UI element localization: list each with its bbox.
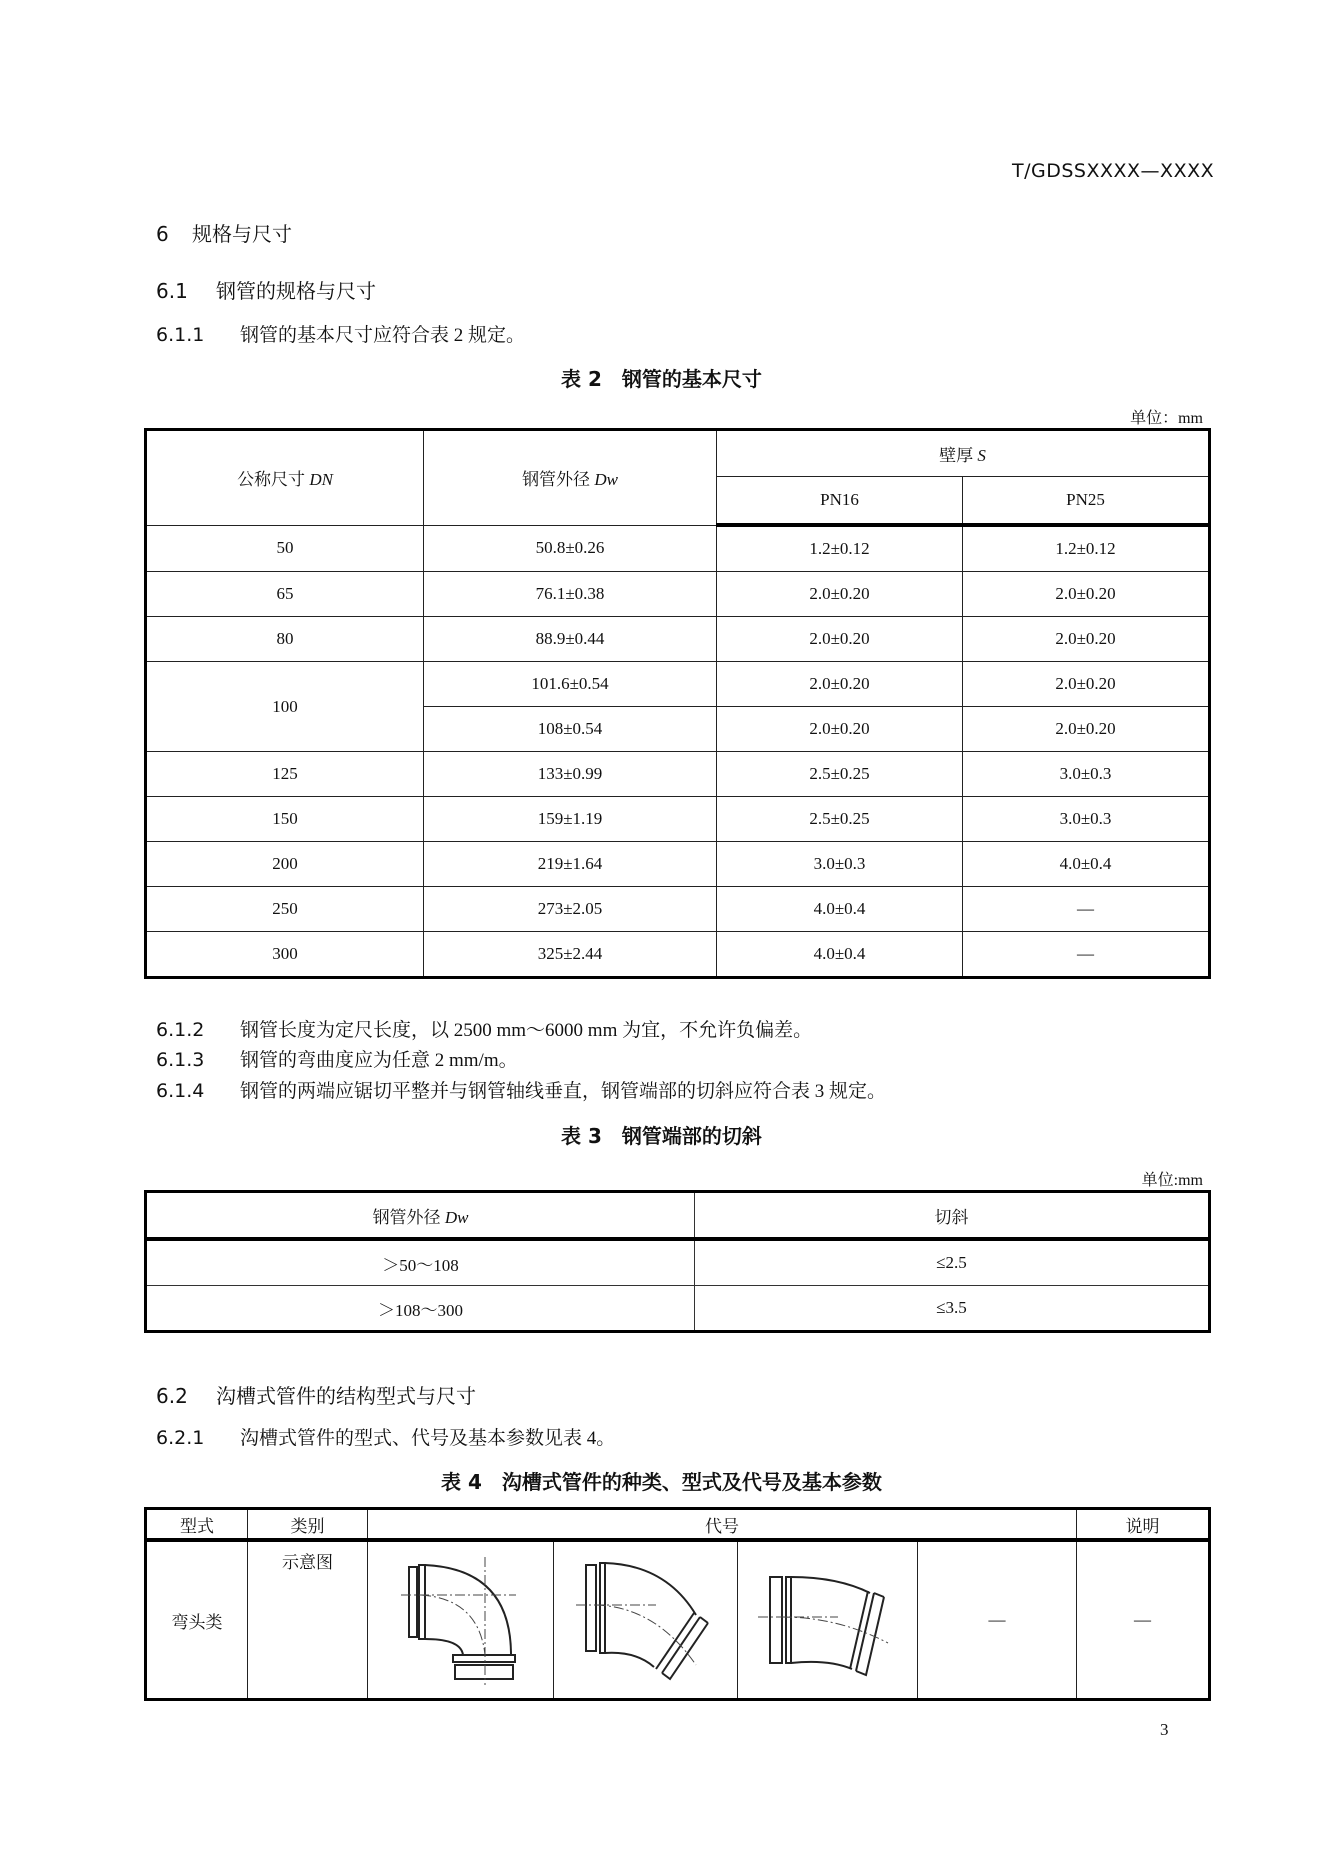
cell-dw: 159±1.19 — [424, 797, 717, 842]
cell-pn25: — — [963, 887, 1210, 932]
header-pn16: PN16 — [717, 477, 963, 526]
table2-pipe-dimensions — [144, 428, 1211, 979]
cell-dn: 200 — [146, 842, 424, 887]
table-row — [146, 525, 1210, 572]
cell-dn: 65 — [146, 572, 424, 617]
cell-pn16: 2.5±0.25 — [717, 797, 963, 842]
clause-text: 钢管长度为定尺长度，以 2500 mm～6000 mm 为宜，不允许负偏差。 — [240, 1020, 813, 1041]
clause-6-2-1 — [156, 1423, 615, 1450]
header-nominal-size: 公称尺寸 DN — [146, 430, 424, 526]
cell-dw: 108±0.54 — [424, 707, 717, 752]
table-row — [146, 887, 1210, 932]
clause-6-1-3 — [156, 1045, 518, 1072]
cell-pn16: 2.5±0.25 — [717, 752, 963, 797]
elbow-45-icon — [576, 1555, 716, 1685]
table3-end-bevel — [144, 1190, 1211, 1333]
table-row — [146, 662, 1210, 707]
cell-pn16: 2.0±0.20 — [717, 662, 963, 707]
cell-category: 示意图 — [248, 1540, 368, 1700]
cell-pn25: 3.0±0.3 — [963, 797, 1210, 842]
cell-pn16: 4.0±0.4 — [717, 887, 963, 932]
cell-dn: 50 — [146, 525, 424, 572]
cell-dw: 273±2.05 — [424, 887, 717, 932]
clause-6-1-4 — [156, 1076, 886, 1103]
section-number: 6 — [156, 222, 169, 246]
header-type: 型式 — [146, 1509, 248, 1541]
cell-pn25: 2.0±0.20 — [963, 572, 1210, 617]
cell-figure-45 — [554, 1540, 738, 1700]
clause-6-1-2 — [156, 1015, 812, 1042]
cell-dw: 88.9±0.44 — [424, 617, 717, 662]
cell-pn25: 2.0±0.20 — [963, 707, 1210, 752]
cell-dn: 250 — [146, 887, 424, 932]
cell-dw: 101.6±0.54 — [424, 662, 717, 707]
table-row — [146, 572, 1210, 617]
cell-pn16: 4.0±0.4 — [717, 932, 963, 978]
cell-pn25: 3.0±0.3 — [963, 752, 1210, 797]
table2-caption: 表 2 钢管的基本尺寸 — [561, 367, 762, 391]
table-row — [146, 1286, 1210, 1332]
cell-pn16: 2.0±0.20 — [717, 572, 963, 617]
cell-dw: 133±0.99 — [424, 752, 717, 797]
cell-dw: 50.8±0.26 — [424, 525, 717, 572]
clause-6-1-1 — [156, 320, 525, 347]
cell-dn: 125 — [146, 752, 424, 797]
cell-pn16: 2.0±0.20 — [717, 707, 963, 752]
cell-bevel: ≤2.5 — [695, 1239, 1210, 1286]
table2-unit: 单位：mm — [1130, 410, 1203, 427]
table-row — [146, 932, 1210, 978]
clause-number: 6.1.4 — [156, 1080, 205, 1102]
cell-pn16: 1.2±0.12 — [717, 525, 963, 572]
clause-text: 钢管的基本尺寸应符合表 2 规定。 — [240, 325, 526, 346]
cell-bevel: ≤3.5 — [695, 1286, 1210, 1332]
cell-note: — — [1077, 1540, 1210, 1700]
cell-figure-90 — [368, 1540, 554, 1700]
header-pn25: PN25 — [963, 477, 1210, 526]
clause-number: 6.2.1 — [156, 1427, 205, 1449]
cell-dw-range: ＞50～108 — [146, 1239, 695, 1286]
cell-figure-22-5 — [738, 1540, 918, 1700]
section-title: 规格与尺寸 — [192, 222, 292, 246]
table4-caption: 表 4 沟槽式管件的种类、型式及代号及基本参数 — [441, 1470, 882, 1494]
table-row — [146, 1239, 1210, 1286]
clause-text: 钢管的两端应锯切平整并与钢管轴线垂直，钢管端部的切斜应符合表 3 规定。 — [240, 1081, 887, 1102]
cell-pn25: 2.0±0.20 — [963, 617, 1210, 662]
header-wall-thickness: 壁厚 S — [717, 430, 1210, 477]
table-row — [146, 1540, 1210, 1700]
section-number: 6.2 — [156, 1384, 188, 1408]
table-row — [146, 842, 1210, 887]
cell-dn: 150 — [146, 797, 424, 842]
clause-number: 6.1.3 — [156, 1049, 205, 1071]
cell-dn: 300 — [146, 932, 424, 978]
cell-dw: 219±1.64 — [424, 842, 717, 887]
section-heading-6-1 — [156, 275, 376, 304]
section-number: 6.1 — [156, 279, 188, 303]
cell-pn25: 2.0±0.20 — [963, 662, 1210, 707]
cell-pn25: 4.0±0.4 — [963, 842, 1210, 887]
document-code: T/GDSSXXXX—XXXX — [1012, 160, 1215, 182]
cell-dn: 100 — [146, 662, 424, 752]
header-outer-diameter: 钢管外径 Dw — [146, 1192, 695, 1240]
table-row — [146, 752, 1210, 797]
table-row — [146, 797, 1210, 842]
cell-type: 弯头类 — [146, 1540, 248, 1700]
cell-dw: 325±2.44 — [424, 932, 717, 978]
cell-dw-range: ＞108～300 — [146, 1286, 695, 1332]
header-outer-diameter: 钢管外径 Dw — [424, 430, 717, 526]
header-category: 类别 — [248, 1509, 368, 1541]
clause-text: 沟槽式管件的型式、代号及基本参数见表 4。 — [240, 1428, 616, 1449]
section-title: 钢管的规格与尺寸 — [216, 279, 376, 303]
clause-text: 钢管的弯曲度应为任意 2 mm/m。 — [240, 1050, 518, 1071]
cell-pn25: — — [963, 932, 1210, 978]
section-title: 沟槽式管件的结构型式与尺寸 — [216, 1384, 476, 1408]
header-note: 说明 — [1077, 1509, 1210, 1541]
table4-grooved-fittings — [144, 1507, 1211, 1701]
table-row — [146, 617, 1210, 662]
cell-pn16: 3.0±0.3 — [717, 842, 963, 887]
clause-number: 6.1.1 — [156, 324, 205, 346]
page-number: 3 — [1160, 1720, 1169, 1739]
section-heading-6 — [156, 218, 292, 247]
header-bevel: 切斜 — [695, 1192, 1210, 1240]
table3-unit: 单位:mm — [1141, 1172, 1203, 1189]
cell-pn16: 2.0±0.20 — [717, 617, 963, 662]
cell-dw: 76.1±0.38 — [424, 572, 717, 617]
header-code: 代号 — [368, 1509, 1077, 1541]
cell-dn: 80 — [146, 617, 424, 662]
cell-pn25: 1.2±0.12 — [963, 525, 1210, 572]
elbow-90-icon — [401, 1555, 521, 1685]
clause-number: 6.1.2 — [156, 1019, 205, 1041]
table3-caption: 表 3 钢管端部的切斜 — [561, 1124, 762, 1148]
cell-code-extra: — — [918, 1540, 1077, 1700]
section-heading-6-2 — [156, 1380, 476, 1409]
elbow-22-5-icon — [758, 1555, 898, 1685]
